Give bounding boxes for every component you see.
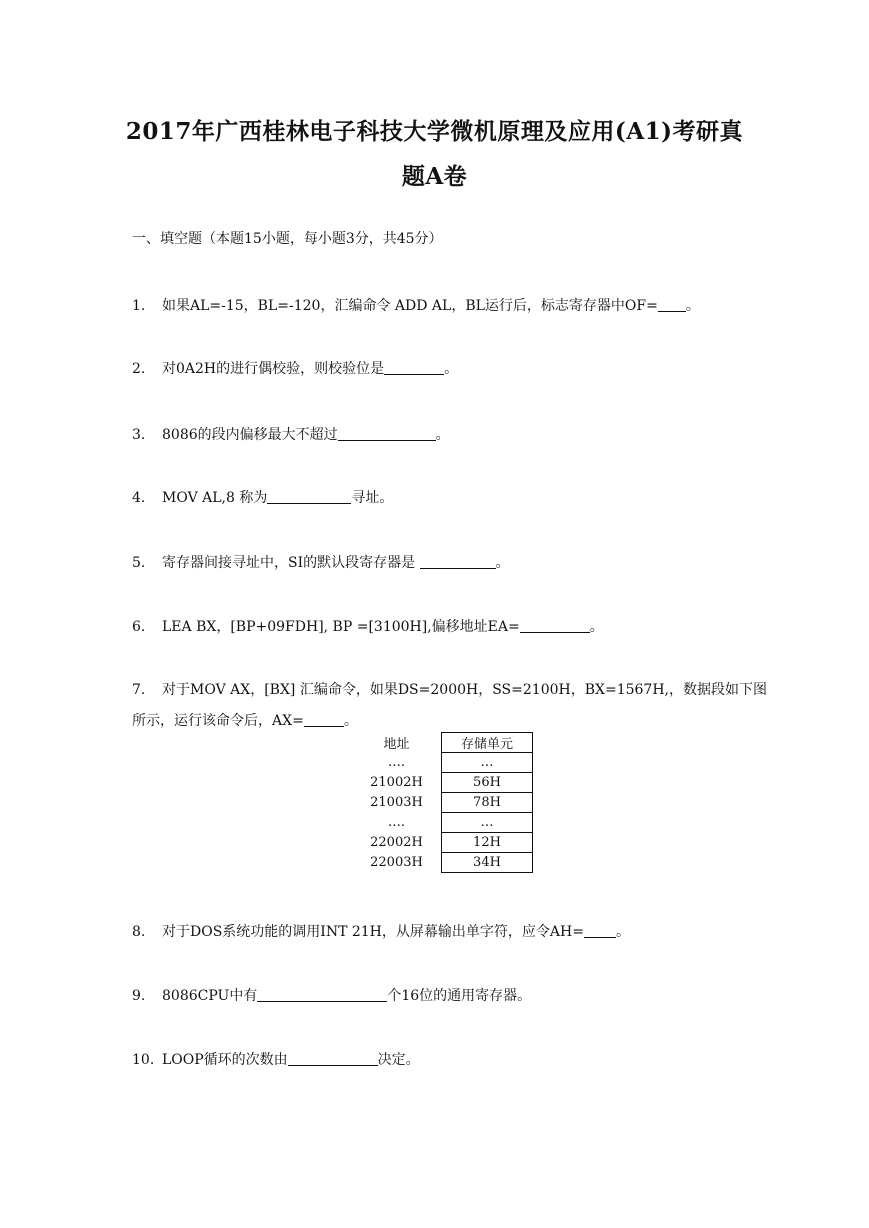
question-text: 对于DOS系统功能的调用INT 21H，从屏幕输出单字符，应令AH= xyxy=(162,924,584,940)
table-row xyxy=(352,853,533,873)
question-number: 4. xyxy=(132,490,146,506)
header-storage-cell: 存储单元 xyxy=(442,733,533,753)
question-text-suffix: 。 xyxy=(435,427,450,443)
question-6 xyxy=(132,616,604,636)
question-text: 如果AL=-15，BL=-120，汇编命令 ADD AL，BL运行后，标志寄存器中OF= xyxy=(162,298,658,314)
document-title-line1: 2017年广西桂林电子科技大学微机原理及应用(A1)考研真 xyxy=(125,118,744,145)
document-title-line2: 题A卷 xyxy=(401,163,468,190)
section-heading: 一、填空题（本题15小题，每小题3分，共45分） xyxy=(132,231,443,247)
address-cell: 21002H xyxy=(370,775,423,790)
answer-blank xyxy=(584,923,616,938)
table-row xyxy=(352,753,533,773)
answer-blank xyxy=(520,618,590,633)
value-cell: 34H xyxy=(442,853,533,873)
question-number: 7. xyxy=(132,682,146,698)
question-text: 8086CPU中有 xyxy=(162,988,258,1004)
answer-blank xyxy=(384,360,444,375)
question-number: 1. xyxy=(132,298,146,314)
address-cell: 21003H xyxy=(370,795,423,810)
value-cell: … xyxy=(442,813,533,833)
question-text: LEA BX，[BP+09FDH], BP =[3100H],偏移地址EA= xyxy=(162,619,520,635)
question-text-suffix: 。 xyxy=(343,713,358,729)
table-row xyxy=(352,793,533,813)
question-number: 5. xyxy=(132,555,146,571)
question-text-suffix: 个16位的通用寄存器。 xyxy=(387,988,532,1004)
table-row xyxy=(352,833,533,853)
question-text-suffix: 。 xyxy=(495,555,510,571)
question-text-suffix: 。 xyxy=(444,361,459,377)
question-text-suffix: 寻址。 xyxy=(351,490,394,506)
question-text: 8086的段内偏移最大不超过 xyxy=(162,427,338,443)
question-10 xyxy=(132,1049,420,1069)
answer-blank xyxy=(257,987,387,1002)
question-5 xyxy=(132,552,510,572)
table-row xyxy=(352,813,533,833)
value-cell: … xyxy=(442,753,533,773)
question-1 xyxy=(132,295,700,315)
table-row xyxy=(352,773,533,793)
question-4 xyxy=(132,487,393,507)
question-7 xyxy=(132,679,767,699)
question-text-suffix: 决定。 xyxy=(377,1052,420,1068)
question-number: 6. xyxy=(132,619,146,635)
table-header-row xyxy=(352,733,533,753)
answer-blank xyxy=(288,1051,378,1066)
question-number: 10. xyxy=(132,1052,155,1068)
address-cell: …. xyxy=(387,755,406,770)
question-number: 9. xyxy=(132,988,146,1004)
memory-table xyxy=(352,732,533,873)
question-8 xyxy=(132,921,630,941)
question-text-suffix: 。 xyxy=(685,298,700,314)
question-text: 所示，运行该命令后，AX= xyxy=(132,713,304,729)
question-number: 8. xyxy=(132,924,146,940)
question-text: MOV AL,8 称为 xyxy=(162,490,268,506)
question-text: 对于MOV AX，[BX] 汇编命令，如果DS=2000H，SS=2100H，BX=1567H,，数据段如下图 xyxy=(162,682,767,698)
question-9 xyxy=(132,985,531,1005)
question-text: LOOP循环的次数由 xyxy=(162,1052,288,1068)
answer-blank xyxy=(420,554,496,569)
question-text: 寄存器间接寻址中，SI的默认段寄存器是 xyxy=(162,555,420,571)
value-cell: 12H xyxy=(442,833,533,853)
address-cell: …. xyxy=(387,815,406,830)
address-cell: 22003H xyxy=(370,855,423,870)
question-text-suffix: 。 xyxy=(589,619,604,635)
question-7-continuation xyxy=(132,710,358,730)
question-2 xyxy=(132,358,458,378)
question-text-suffix: 。 xyxy=(615,924,630,940)
question-3 xyxy=(132,424,450,444)
question-number: 2. xyxy=(132,361,146,377)
answer-blank xyxy=(658,297,686,312)
header-address: 地址 xyxy=(383,737,410,752)
question-number: 3. xyxy=(132,427,146,443)
value-cell: 78H xyxy=(442,793,533,813)
value-cell: 56H xyxy=(442,773,533,793)
answer-blank xyxy=(304,712,344,727)
address-cell: 22002H xyxy=(370,835,423,850)
answer-blank xyxy=(338,426,436,441)
answer-blank xyxy=(267,489,351,504)
question-text: 对0A2H的进行偶校验，则校验位是 xyxy=(162,361,385,377)
